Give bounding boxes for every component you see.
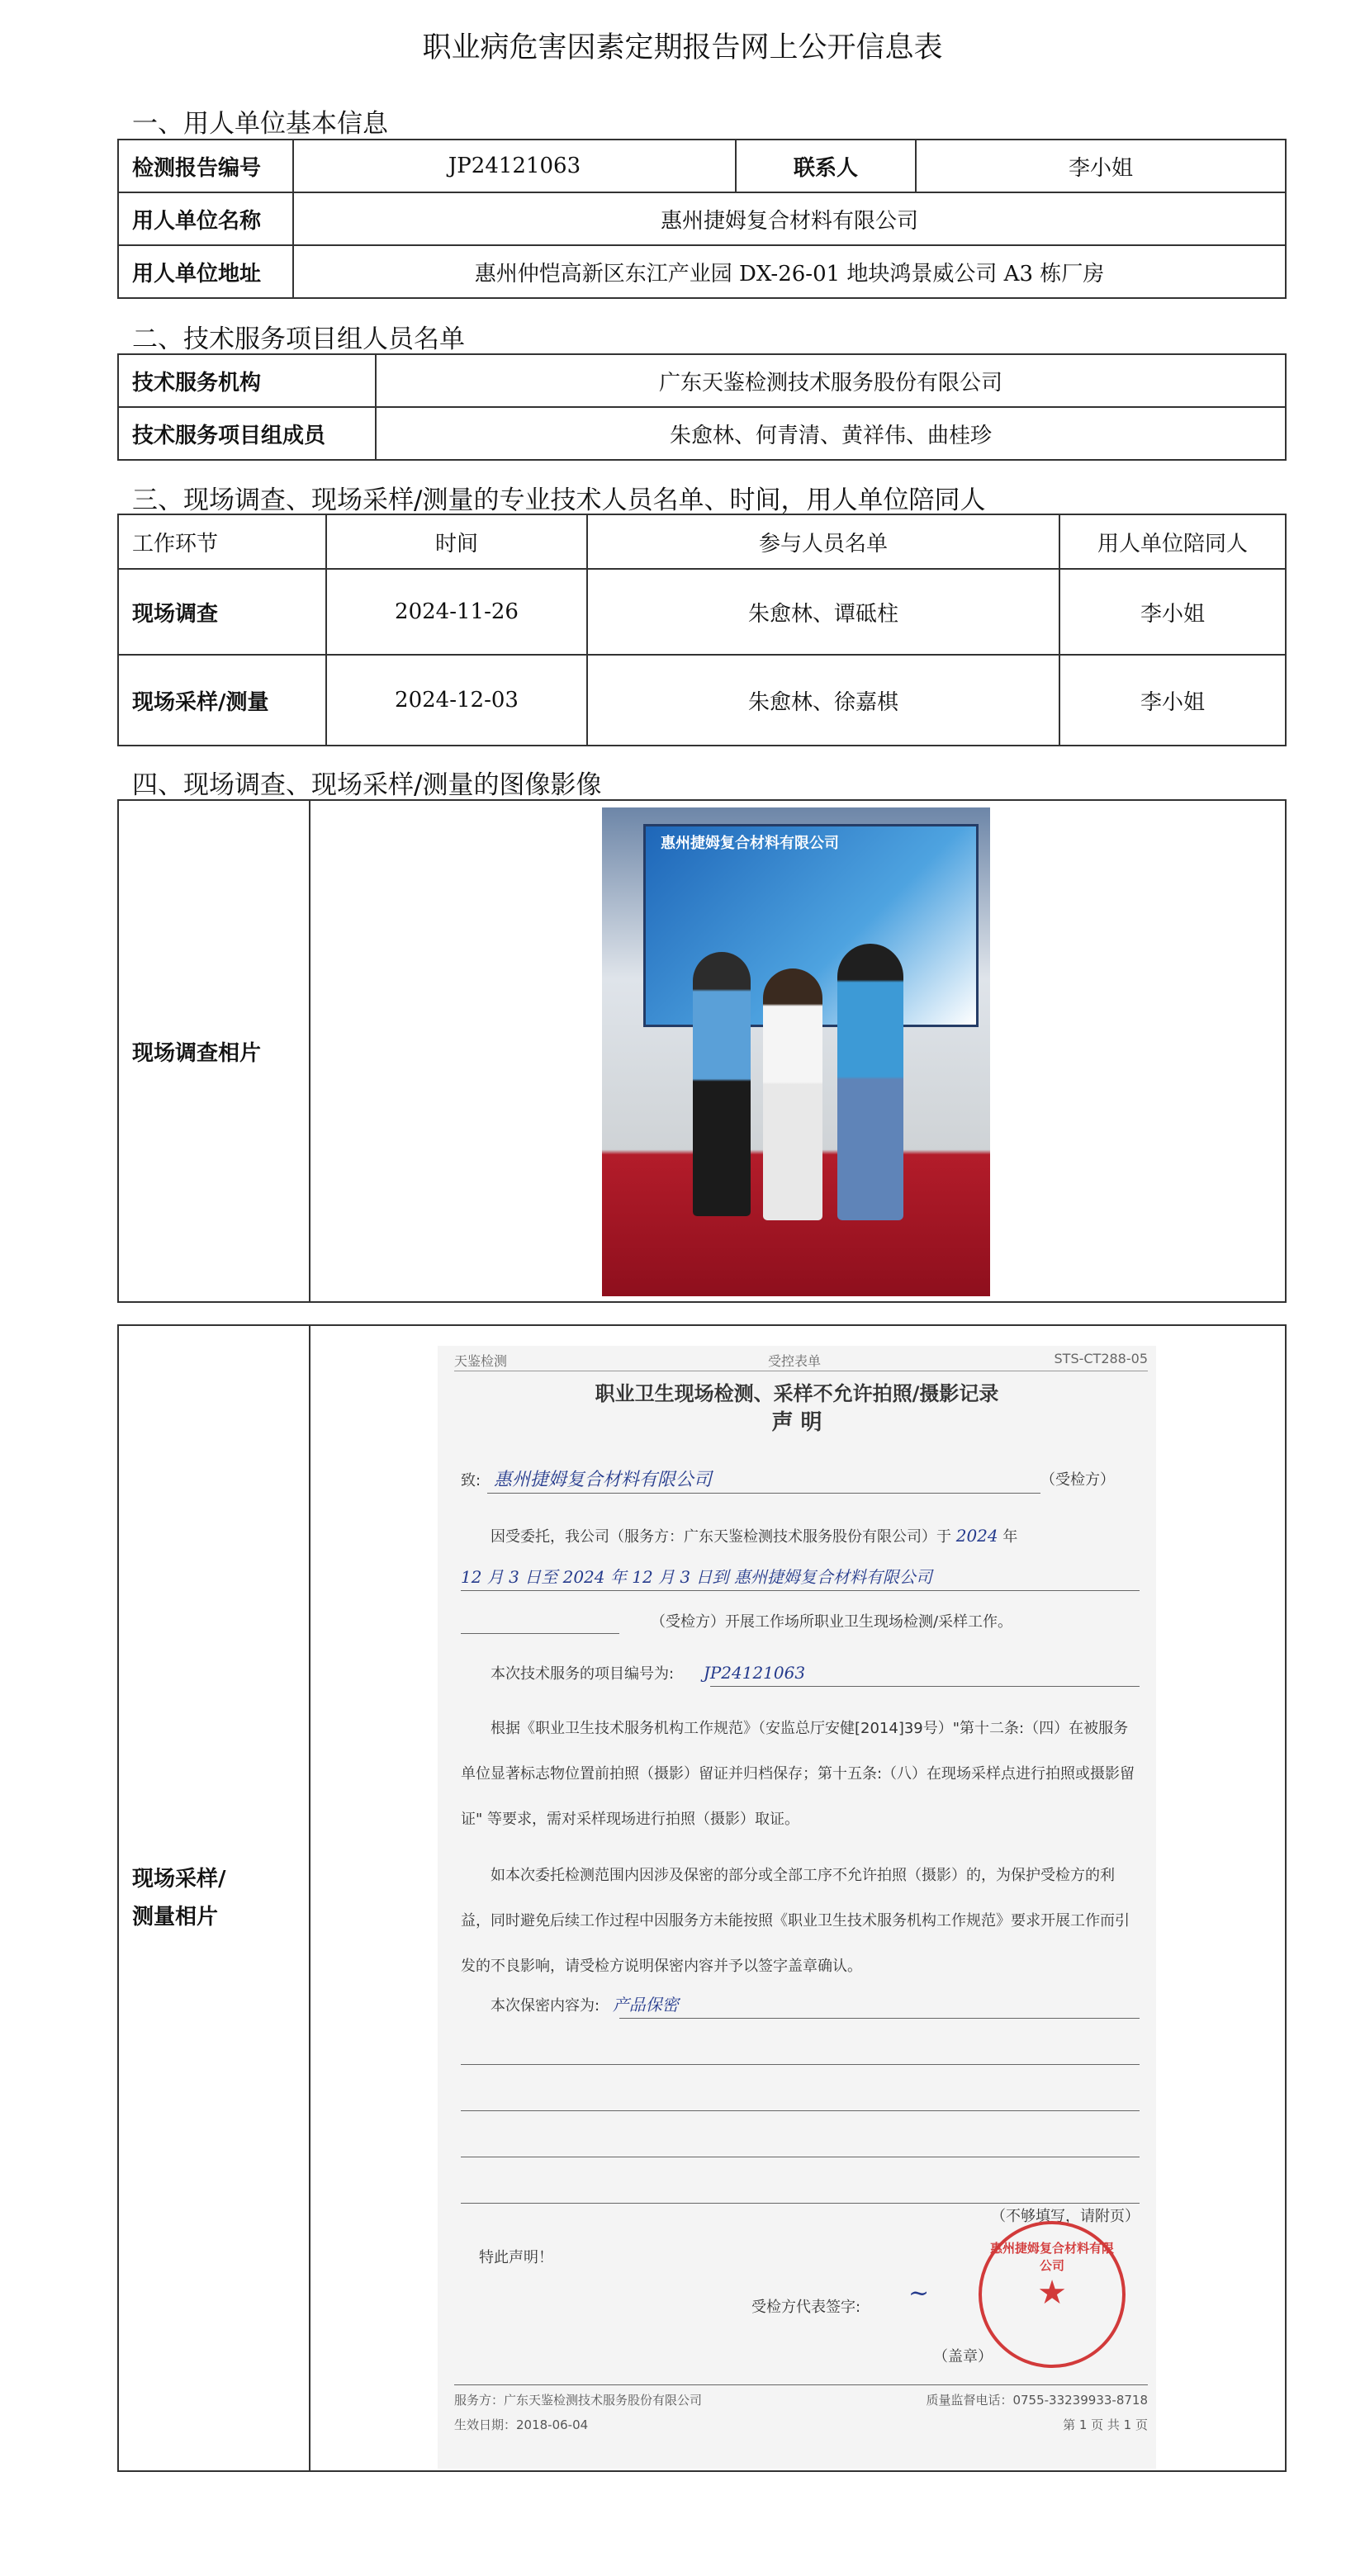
signature: ~ xyxy=(908,2279,930,2308)
divider xyxy=(461,1590,1140,1591)
seal-text: 惠州捷姆复合材料有限公司 xyxy=(990,2241,1115,2273)
doc-to-hand: 惠州捷姆复合材料有限公司 xyxy=(493,1470,712,1490)
company-value: 惠州捷姆复合材料有限公司 xyxy=(293,192,1286,245)
section1-heading: 一、用人单位基本信息 xyxy=(132,109,388,139)
doc-title: 职业卫生现场检测、采样不允许拍照/摄影记录 xyxy=(595,1382,999,1405)
row-stage: 现场调查 xyxy=(118,569,326,655)
doc-p7-text: 本次保密内容为: xyxy=(491,1997,600,2015)
doc-para3: （受检方）开展工作场所职业卫生现场检测/采样工作。 xyxy=(651,1613,1013,1631)
doc-special: 特此声明！ xyxy=(479,2249,553,2266)
doc-header-mid: 受控表单 xyxy=(768,1353,822,1369)
row-escort: 李小姐 xyxy=(1059,569,1286,655)
header-stage: 工作环节 xyxy=(118,514,326,569)
star-icon: ★ xyxy=(1037,2274,1067,2312)
field-work-table xyxy=(117,514,1287,746)
service-team-table xyxy=(117,353,1287,461)
row-staff: 朱愈林、谭砥柱 xyxy=(587,569,1059,655)
doc-p4-hand: JP24121063 xyxy=(703,1663,806,1683)
doc-para7 xyxy=(461,1993,1140,2018)
table-row xyxy=(118,569,1286,655)
contact-value: 李小姐 xyxy=(916,140,1286,192)
org-value: 广东天鉴检测技术服务股份有限公司 xyxy=(376,354,1286,407)
doc-effective: 生效日期：2018-06-04 xyxy=(454,2417,589,2432)
doc-header-left: 天鉴检测 xyxy=(454,1353,508,1369)
declaration-document xyxy=(438,1346,1156,2469)
row-staff: 朱愈林、徐嘉棋 xyxy=(587,655,1059,746)
doc-to-line xyxy=(461,1468,1140,1493)
divider xyxy=(461,2203,1140,2204)
doc-para5: 根据《职业卫生技术服务机构工作规范》（安监总厅安健[2014]39号）"第十二条:（四）在被服务单位显著标志物位置前拍照（摄影）留证并归档保存；第十五条:（八）在现场采样点进行拍照或摄影留证" 等要求，需对采样现场进行拍照（摄影）取证。 xyxy=(461,1720,1135,1828)
doc-sign-label: 受检方代表签字: xyxy=(751,2299,861,2316)
page-title: 职业病危害因素定期报告网上公开信息表 xyxy=(422,31,943,64)
header-staff: 参与人员名单 xyxy=(587,514,1059,569)
board-text: 惠州捷姆复合材料有限公司 xyxy=(661,835,839,852)
row-escort: 李小姐 xyxy=(1059,655,1286,746)
survey-photo xyxy=(602,807,990,1296)
org-label: 技术服务机构 xyxy=(118,354,376,407)
address-label: 用人单位地址 xyxy=(118,245,293,298)
divider xyxy=(487,1493,1040,1494)
doc-header-right: STS-CT288-05 xyxy=(1054,1351,1148,1366)
doc-p4-text: 本次技术服务的项目编号为: xyxy=(491,1665,675,1683)
section4-heading: 四、现场调查、现场采样/测量的图像影像 xyxy=(132,770,602,800)
header-escort: 用人单位陪同人 xyxy=(1059,514,1286,569)
members-value: 朱愈林、何青清、黄祥伟、曲桂珍 xyxy=(376,407,1286,460)
doc-page: 第 1 页 共 1 页 xyxy=(1063,2417,1148,2432)
section2-heading: 二、技术服务项目组人员名单 xyxy=(132,324,465,354)
person-figure xyxy=(837,944,903,1220)
doc-to-prefix: 致: xyxy=(461,1472,481,1489)
sampling-label-line1: 现场采样/ xyxy=(132,1867,226,1892)
doc-para1 xyxy=(461,1524,1140,1549)
doc-p7-hand: 产品保密 xyxy=(612,1995,679,2015)
company-label: 用人单位名称 xyxy=(118,192,293,245)
doc-p1-text: 因受委托，我公司（服务方：广东天鉴检测技术服务股份有限公司）于 xyxy=(491,1528,951,1546)
doc-note: （不够填写，请附页） xyxy=(991,2208,1140,2225)
doc-para4 xyxy=(461,1661,1140,1686)
section3-heading: 三、现场调查、现场采样/测量的专业技术人员名单、时间，用人单位陪同人 xyxy=(132,485,986,515)
divider xyxy=(710,1686,1140,1687)
doc-stamp-label: （盖章） xyxy=(933,2348,993,2365)
report-no-label: 检测报告编号 xyxy=(118,140,293,192)
row-date: 2024-11-26 xyxy=(326,569,587,655)
doc-para2-hand: 12 月 3 日至 2024 年 12 月 3 日到 惠州捷姆复合材料有限公司 xyxy=(461,1567,932,1587)
doc-para6: 如本次委托检测范围内因涉及保密的部分或全部工序不允许拍照（摄影）的，为保护受检方的利益，同时避免后续工作过程中因服务方未能按照《职业卫生技术服务机构工作规范》要求开展工作而引发的不良影响，请受检方说明保密内容并予以签字盖章确认。 xyxy=(461,1867,1130,1975)
doc-footer-2 xyxy=(454,2416,1148,2433)
doc-p1-hand-year: 2024 xyxy=(955,1526,998,1546)
doc-footer-left: 服务方：广东天鉴检测技术服务股份有限公司 xyxy=(454,2393,703,2408)
divider xyxy=(454,2384,1148,2385)
members-label: 技术服务项目组成员 xyxy=(118,407,376,460)
person-figure xyxy=(693,952,751,1216)
address-value: 惠州仲恺高新区东江产业园 DX-26-01 地块鸿景威公司 A3 栋厂房 xyxy=(293,245,1286,298)
row-stage: 现场采样/测量 xyxy=(118,655,326,746)
header-date: 时间 xyxy=(326,514,587,569)
divider xyxy=(461,1633,619,1634)
doc-header xyxy=(454,1351,1148,1371)
doc-subtitle: 声 明 xyxy=(771,1410,822,1435)
report-no-value: JP24121063 xyxy=(293,140,736,192)
divider xyxy=(461,2064,1140,2065)
doc-footer xyxy=(454,2391,1148,2408)
sampling-label-line2: 测量相片 xyxy=(132,1905,219,1930)
sampling-photo-label xyxy=(118,1325,310,2471)
contact-label: 联系人 xyxy=(736,140,916,192)
doc-footer-right: 质量监督电话：0755-33239933-8718 xyxy=(926,2393,1148,2408)
table-row xyxy=(118,655,1286,746)
row-date: 2024-12-03 xyxy=(326,655,587,746)
doc-to-suffix: （受检方） xyxy=(1040,1471,1115,1489)
divider xyxy=(461,2110,1140,2111)
survey-photo-label: 现场调查相片 xyxy=(118,800,310,1302)
company-seal xyxy=(979,2221,1126,2368)
divider xyxy=(619,2018,1140,2019)
doc-p1-year: 年 xyxy=(1002,1528,1018,1546)
person-figure xyxy=(763,968,822,1220)
basic-info-table xyxy=(117,139,1287,299)
